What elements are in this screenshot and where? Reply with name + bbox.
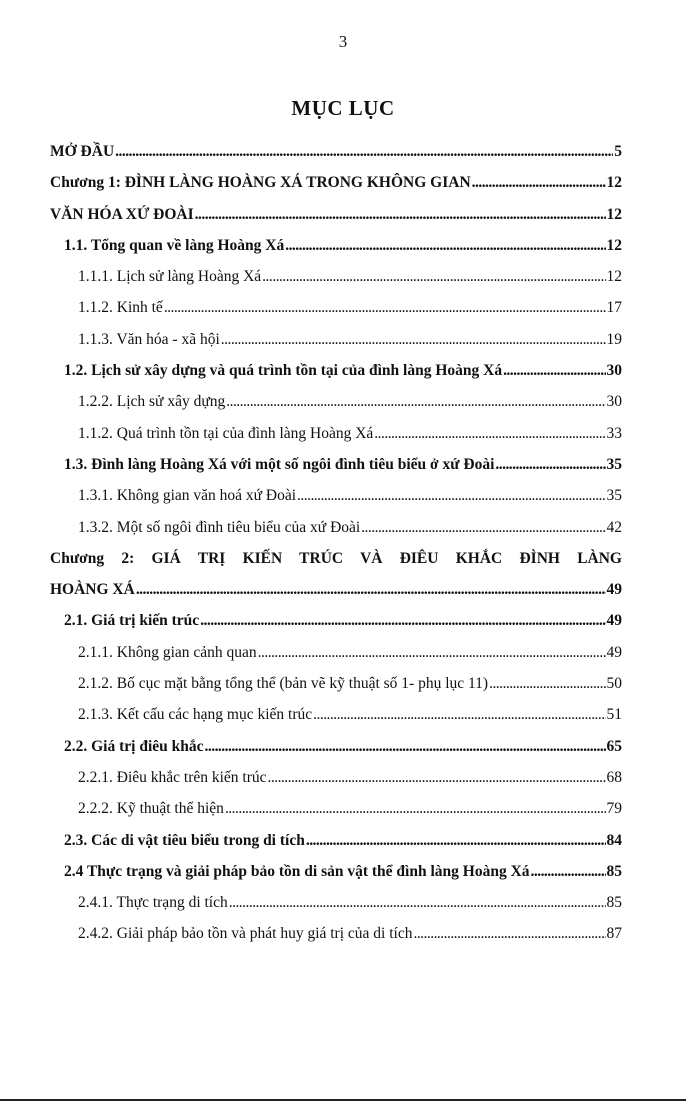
toc-entry-label: 2.2. Giá trị điêu khắc bbox=[64, 737, 204, 755]
toc-entry[interactable] bbox=[50, 574, 622, 605]
dot-leader bbox=[489, 668, 605, 699]
toc-entry[interactable] bbox=[50, 136, 622, 167]
dot-leader bbox=[374, 418, 605, 449]
dot-leader bbox=[195, 199, 606, 230]
toc-entry-label: 2.1.2. Bố cục mặt bằng tổng thể (bản vẽ kỹ thuật số 1- phụ lục 11) bbox=[78, 675, 489, 693]
toc-entry-label: 2.3. Các di vật tiêu biểu trong di tích bbox=[64, 831, 305, 849]
toc-entry-label: 1.2. Lịch sử xây dựng và quá trình tồn tại của đình làng Hoàng Xá bbox=[64, 362, 503, 380]
toc-entry-label: 1.1.1. Lịch sử làng Hoàng Xá bbox=[78, 268, 262, 286]
toc-entry-label: VĂN HÓA XỨ ĐOÀI bbox=[50, 205, 194, 223]
toc-entry-label: 2.4.2. Giải pháp bảo tồn và phát huy giá trị của di tích bbox=[78, 925, 413, 943]
toc-entry-label: Chương 1: ĐÌNH LÀNG HOÀNG XÁ TRONG KHÔNG GIAN bbox=[50, 174, 471, 192]
toc-entry-page: 5 bbox=[614, 143, 622, 160]
dot-leader bbox=[361, 512, 605, 543]
dot-leader bbox=[115, 136, 613, 167]
dot-leader bbox=[258, 637, 606, 668]
toc-entry[interactable] bbox=[50, 856, 622, 887]
toc-entry[interactable] bbox=[50, 230, 622, 261]
dot-leader bbox=[226, 386, 605, 417]
page-number: 3 bbox=[338, 32, 348, 51]
toc-entry[interactable] bbox=[50, 512, 622, 543]
toc-entry-page: 65 bbox=[606, 737, 622, 755]
toc-entry-label: 2.1.1. Không gian cảnh quan bbox=[78, 643, 257, 661]
table-of-contents bbox=[50, 136, 622, 950]
dot-leader bbox=[495, 449, 605, 480]
toc-entry-page: 51 bbox=[606, 706, 622, 724]
dot-leader bbox=[472, 167, 606, 198]
dot-leader bbox=[262, 261, 605, 292]
dot-leader bbox=[229, 887, 606, 918]
toc-entry[interactable] bbox=[50, 731, 622, 762]
toc-entry-label: Chương 2: GIÁ TRỊ KIẾN TRÚC VÀ ĐIÊU KHẮC ĐÌNH LÀNG bbox=[50, 549, 622, 567]
toc-entry[interactable] bbox=[50, 199, 622, 230]
toc-entry-page: 17 bbox=[606, 299, 622, 317]
toc-entry[interactable] bbox=[50, 167, 622, 198]
toc-entry[interactable] bbox=[50, 605, 622, 636]
dot-leader bbox=[200, 605, 605, 636]
toc-entry-label: 1.3. Đình làng Hoàng Xá với một số ngôi đình tiêu biểu ở xứ Đoài bbox=[64, 455, 495, 473]
toc-entry-page: 84 bbox=[606, 831, 622, 849]
toc-entry-label: 2.1.3. Kết cấu các hạng mục kiến trúc bbox=[78, 706, 313, 724]
toc-entry[interactable] bbox=[50, 418, 622, 449]
dot-leader bbox=[136, 574, 606, 605]
toc-entry-page: 49 bbox=[606, 612, 622, 630]
toc-entry-label: 1.1.2. Kinh tế bbox=[78, 299, 163, 317]
toc-entry-chapter-heading[interactable] bbox=[50, 543, 622, 574]
toc-entry-label: 2.4 Thực trạng và giải pháp bảo tồn di sản vật thể đình làng Hoàng Xá bbox=[64, 862, 530, 880]
toc-entry-label: 2.2.2. Kỹ thuật thể hiện bbox=[78, 800, 224, 818]
toc-entry-label: 1.1.3. Văn hóa - xã hội bbox=[78, 330, 220, 348]
toc-entry-page: 35 bbox=[606, 455, 622, 473]
toc-entry[interactable] bbox=[50, 386, 622, 417]
toc-entry[interactable] bbox=[50, 449, 622, 480]
dot-leader bbox=[268, 762, 606, 793]
toc-entry[interactable] bbox=[50, 918, 622, 949]
toc-entry-page: 87 bbox=[606, 925, 622, 943]
toc-entry-label: 2.4.1. Thực trạng di tích bbox=[78, 894, 228, 912]
toc-entry-label: HOÀNG XÁ bbox=[50, 581, 135, 599]
toc-entry[interactable] bbox=[50, 480, 622, 511]
dot-leader bbox=[313, 699, 605, 730]
toc-entry-page: 12 bbox=[606, 268, 622, 286]
toc-entry-page: 30 bbox=[606, 393, 622, 411]
toc-entry-page: 85 bbox=[606, 894, 622, 912]
toc-entry[interactable] bbox=[50, 355, 622, 386]
toc-entry-label: 1.3.1. Không gian văn hoá xứ Đoài bbox=[78, 487, 297, 505]
dot-leader bbox=[297, 480, 605, 511]
dot-leader bbox=[531, 856, 606, 887]
toc-entry-page: 12 bbox=[606, 174, 622, 192]
bottom-rule bbox=[0, 1099, 686, 1101]
toc-entry-page: 49 bbox=[606, 581, 622, 599]
toc-title: MỤC LỤC bbox=[291, 96, 395, 120]
toc-entry-label: 2.1. Giá trị kiến trúc bbox=[64, 612, 200, 630]
toc-entry-page: 12 bbox=[606, 236, 622, 254]
toc-entry-page: 50 bbox=[606, 675, 622, 693]
toc-entry-page: 30 bbox=[606, 362, 622, 380]
toc-entry-page: 33 bbox=[606, 424, 622, 442]
toc-entry[interactable] bbox=[50, 762, 622, 793]
toc-entry-label: 2.2.1. Điêu khắc trên kiến trúc bbox=[78, 768, 267, 786]
toc-entry-page: 49 bbox=[606, 643, 622, 661]
dot-leader bbox=[164, 292, 606, 323]
toc-entry[interactable] bbox=[50, 793, 622, 824]
toc-entry-page: 19 bbox=[606, 330, 622, 348]
toc-entry[interactable] bbox=[50, 887, 622, 918]
toc-entry-page: 42 bbox=[606, 518, 622, 536]
toc-entry[interactable] bbox=[50, 261, 622, 292]
toc-entry-label: 1.1.2. Quá trình tồn tại của đình làng Hoàng Xá bbox=[78, 424, 374, 442]
toc-entry[interactable] bbox=[50, 324, 622, 355]
toc-entry-page: 68 bbox=[606, 768, 622, 786]
toc-entry-page: 12 bbox=[606, 205, 622, 223]
toc-entry-page: 79 bbox=[606, 800, 622, 818]
toc-entry[interactable] bbox=[50, 292, 622, 323]
dot-leader bbox=[205, 731, 606, 762]
dot-leader bbox=[413, 918, 605, 949]
toc-entry[interactable] bbox=[50, 825, 622, 856]
toc-entry-label: MỞ ĐẦU bbox=[50, 143, 115, 160]
toc-entry[interactable] bbox=[50, 668, 622, 699]
toc-entry-label: 1.1. Tổng quan về làng Hoàng Xá bbox=[64, 236, 285, 254]
toc-entry[interactable] bbox=[50, 637, 622, 668]
dot-leader bbox=[306, 825, 606, 856]
dot-leader bbox=[221, 324, 606, 355]
toc-entry-page: 35 bbox=[606, 487, 622, 505]
toc-entry-label: 1.2.2. Lịch sử xây dựng bbox=[78, 393, 226, 411]
dot-leader bbox=[503, 355, 605, 386]
dot-leader bbox=[225, 793, 606, 824]
toc-entry-page: 85 bbox=[606, 862, 622, 880]
dot-leader bbox=[285, 230, 605, 261]
toc-entry-label: 1.3.2. Một số ngôi đình tiêu biểu của xứ Đoài bbox=[78, 518, 361, 536]
toc-entry[interactable] bbox=[50, 699, 622, 730]
